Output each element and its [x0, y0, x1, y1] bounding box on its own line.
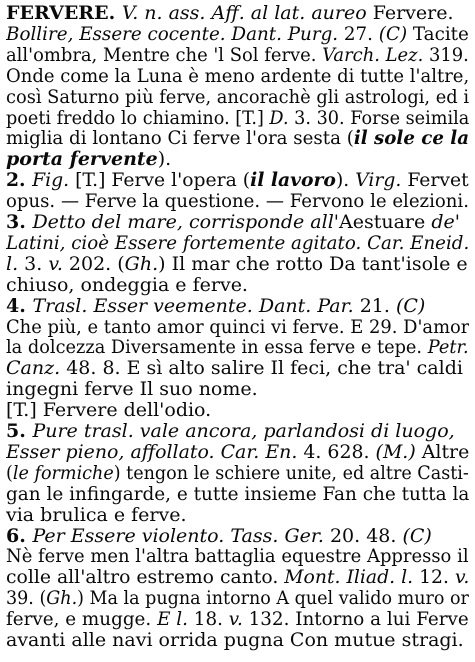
entry-text: 18.	[187, 608, 229, 631]
entry-text: (C)	[395, 294, 426, 317]
entry-text: 21.	[353, 294, 396, 317]
entry-text: (M.)	[375, 440, 416, 463]
entry-line	[6, 629, 469, 651]
entry-line	[6, 127, 469, 149]
entry-text: 12.	[413, 566, 455, 589]
entry-line	[6, 357, 469, 379]
entry-line	[6, 211, 469, 233]
entry-text: 3. 30. Forse seimila	[288, 106, 470, 129]
entry-line	[6, 107, 469, 129]
entry-text: 27.	[338, 22, 379, 45]
entry-text: Fig.	[32, 169, 70, 192]
entry-text: così Saturno più ferve, ancorachè gli astrologi, ed i	[6, 85, 469, 108]
entry-text: Aestuare	[339, 211, 432, 233]
entry-text: Onde come la Luna è meno ardente di tutte l'altre,	[6, 64, 469, 87]
entry-line	[6, 86, 469, 108]
entry-text: chiuso, ondeggia e ferve.	[6, 273, 248, 296]
entry-text: ) Il mar che rotto Da tant'isole e	[158, 252, 468, 275]
entry-text: 3.	[6, 211, 33, 233]
entry-text: 20. 48.	[323, 524, 403, 547]
entry-text: avanti alle navi orrida pugna Con mutue stragi.	[6, 629, 464, 651]
entry-text: ingegni ferve Il suo nome.	[6, 378, 258, 401]
entry-text: l.	[6, 252, 19, 275]
entry-text: le formiche	[12, 461, 114, 484]
entry-line	[6, 232, 469, 254]
entry-line	[6, 295, 469, 317]
entry-text: ) tengon le schiere unite, ed altre Casti-	[113, 461, 469, 484]
entry-text: Canz.	[6, 357, 61, 380]
entry-text: 319.	[423, 43, 469, 66]
entry-line	[6, 566, 469, 588]
entry-line	[6, 44, 469, 66]
entry-text: Virg.	[355, 169, 402, 192]
entry-line	[6, 316, 469, 338]
entry-text: il lavoro	[250, 169, 336, 192]
entry-text: Bollire, Essere cocente. Dant. Purg.	[6, 22, 339, 45]
entry-line	[6, 462, 469, 484]
entry-text: 2.	[6, 169, 33, 192]
entry-text: 5.	[6, 420, 33, 442]
entry-text: Per Essere violento. Tass. Ger.	[32, 524, 324, 547]
entry-text: ferve, e mugge.	[6, 608, 158, 631]
entry-text: Che più, e tanto amor quinci vi ferve. E 29. D'amor	[6, 315, 470, 338]
entry-text: 4.	[6, 294, 33, 317]
entry-line	[6, 169, 469, 191]
entry-text: Nè ferve men l'altra battaglia equestre Appresso il	[6, 545, 469, 568]
entry-text: Gh.	[124, 252, 159, 275]
entry-text: Trasl. Esser veemente. Dant. Par.	[32, 294, 354, 317]
entry-line	[6, 504, 469, 526]
entry-text: 4. 628.	[297, 440, 376, 463]
entry-text: Fervet	[401, 169, 469, 192]
entry-text: Altre	[415, 440, 470, 463]
entry-text: 39. (	[6, 587, 47, 610]
entry-text: V. n. ass. Aff. al lat. aureo	[121, 2, 367, 24]
entry-text: [T.] Ferve l'opera (	[69, 169, 251, 192]
entry-line	[6, 23, 469, 45]
entry-text: v.	[48, 252, 63, 275]
entry-text: Varch. Lez.	[322, 43, 424, 66]
entry-line	[6, 587, 469, 609]
entry-line	[6, 148, 469, 170]
entry-text: de'	[431, 211, 460, 233]
entry-text: (	[6, 461, 13, 484]
entry-line	[6, 190, 469, 212]
entry-line	[6, 441, 469, 463]
entry-text: poeti freddo lo chiamino. [T.]	[6, 106, 270, 129]
entry-text: Detto del mare, corrisponde all'	[32, 211, 340, 233]
entry-text: colle all'altro estremo canto.	[6, 566, 285, 589]
entry-text: 6.	[6, 524, 33, 547]
entry-text: ).	[335, 169, 356, 192]
dictionary-entry-page	[6, 2, 469, 660]
entry-text: 132. Intorno a lui Ferve	[242, 608, 469, 631]
entry-text: 202. (	[62, 252, 125, 275]
entry-text: Latini, cioè Essere fortemente agitato. Car. Eneid.	[6, 231, 470, 254]
entry-line	[6, 608, 469, 630]
entry-text: Fervere.	[366, 2, 454, 24]
entry-line	[6, 253, 469, 275]
entry-text: FERVERE.	[6, 2, 122, 24]
entry-line	[6, 420, 469, 442]
entry-text: opus. — Ferve la questione. — Fervono le elezioni.	[6, 190, 469, 213]
entry-text: 48. 8. E sì alto salire Il feci, che tra' caldi	[60, 357, 463, 380]
entry-text: D.	[269, 106, 289, 129]
entry-line	[6, 336, 469, 358]
entry-line	[6, 378, 469, 400]
entry-text: la dolcezza Diversamente in essa ferve e tepe.	[6, 336, 428, 359]
entry-text: Mont. Iliad. l.	[284, 566, 414, 589]
entry-text: Pure trasl. vale ancora, parlandosi di luogo,	[32, 420, 455, 442]
entry-text: v.	[454, 566, 469, 589]
entry-text: E l.	[157, 608, 188, 631]
entry-text: Tacite	[407, 22, 469, 45]
entry-text: Gh.	[46, 587, 78, 610]
entry-line	[6, 2, 469, 24]
entry-line	[6, 545, 469, 567]
entry-text: ).	[157, 148, 172, 171]
entry-text: porta fervente	[6, 148, 158, 171]
entry-text: v.	[228, 608, 243, 631]
entry-line	[6, 274, 469, 296]
entry-line	[6, 65, 469, 87]
entry-text: miglia di lontano Ci ferve l'ora sesta (	[6, 127, 354, 150]
entry-text: Petr.	[427, 336, 469, 359]
entry-text: Esser pieno, affollato. Car. En.	[6, 440, 298, 463]
entry-text: all'ombra, Mentre che 'l Sol ferve.	[6, 43, 323, 66]
entry-text: gan le infingarde, e tutte insieme Fan che tutta la	[6, 482, 469, 505]
entry-text: (C)	[378, 22, 408, 45]
entry-text: via brulica e ferve.	[6, 503, 187, 526]
entry-line	[6, 399, 469, 421]
entry-text: ) Ma la pugna intorno A quel valido muro or	[77, 587, 469, 610]
entry-text: 3.	[18, 252, 49, 275]
entry-text: [T.] Fervere dell'odio.	[6, 399, 212, 422]
entry-line	[6, 525, 469, 547]
entry-text: (C)	[402, 524, 432, 547]
entry-text: il sole ce la	[353, 127, 470, 150]
entry-line	[6, 483, 469, 505]
